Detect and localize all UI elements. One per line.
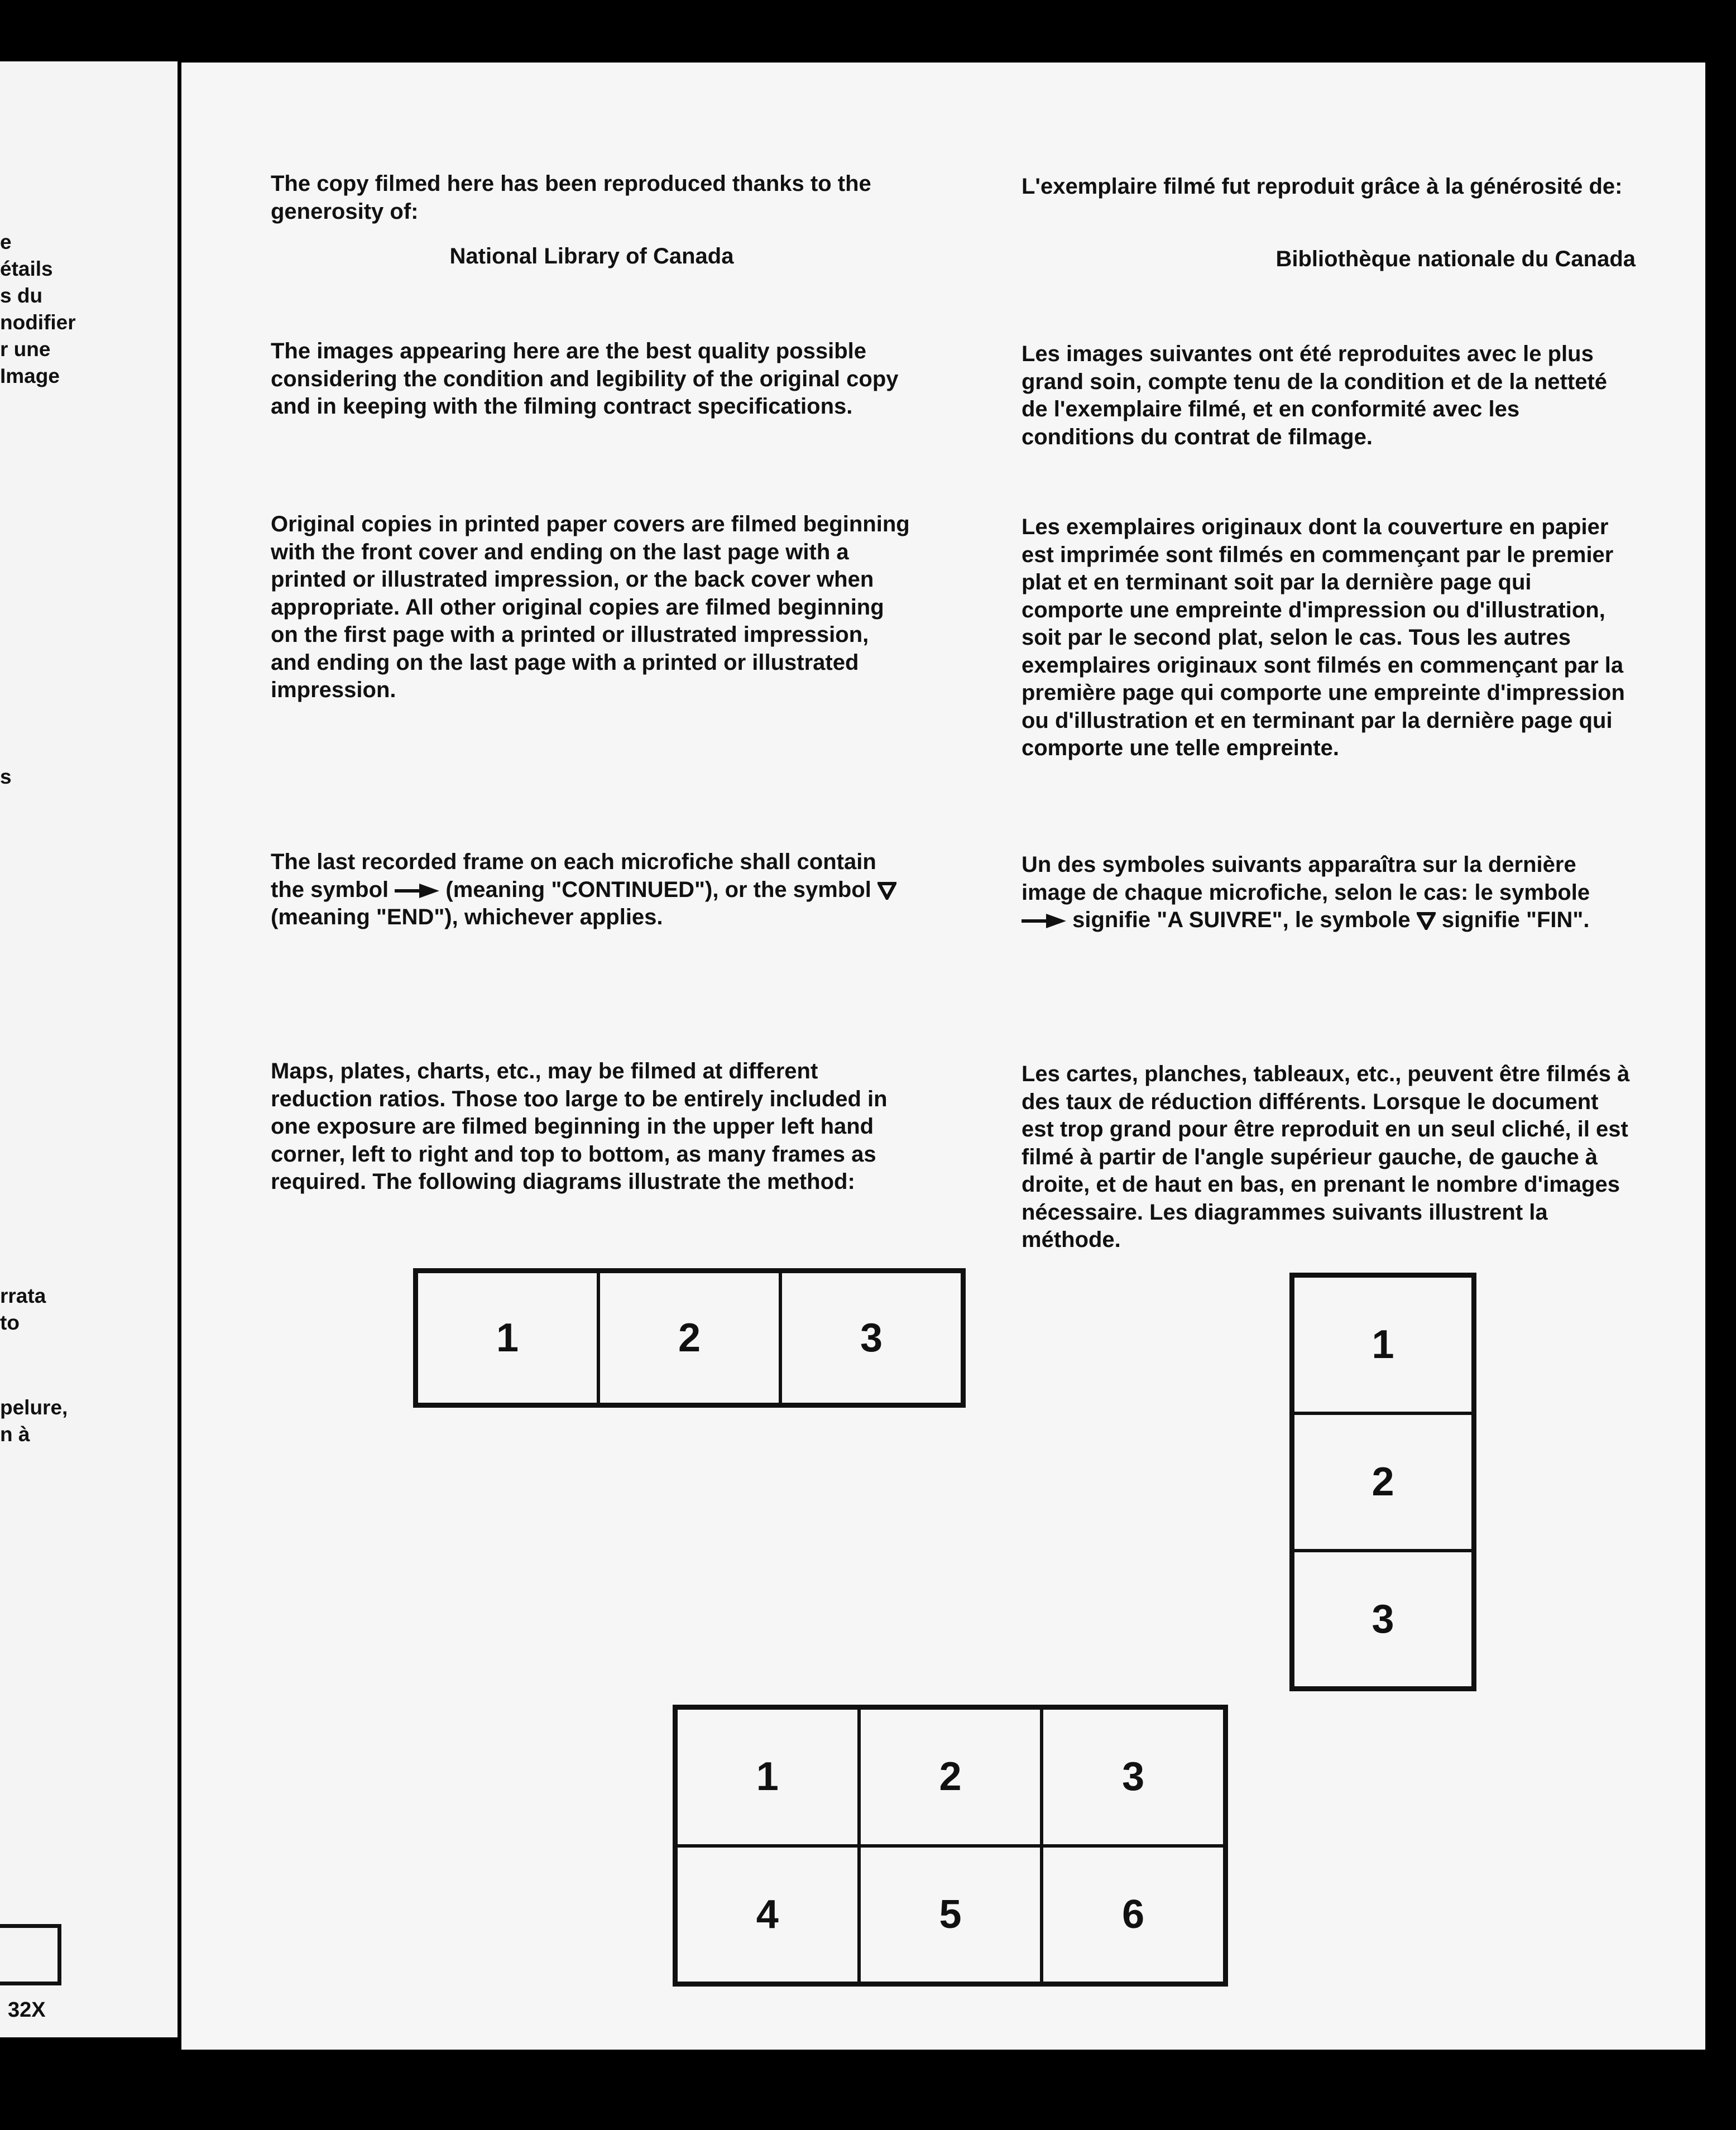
english-library-name: National Library of Canada [449,244,734,268]
left-fragment: s du [0,284,43,307]
diagram-cell: 6 [1042,1846,1225,1984]
diagram-cell: 3 [1042,1708,1225,1846]
diagram-cell: 4 [676,1846,859,1984]
english-acknowledgement: The copy filmed here has been reproduced thanks to the generosity of: [271,171,871,224]
french-quality-paragraph: Les images suivantes ont été reproduites avec le plus grand soin, compte tenu de la condition et de la netteté de l'exemplaire filmé, et en conformité avec les conditions du contrat de filmage. [1022,342,1608,449]
target-box [0,1924,61,1985]
diagram-cell: 1 [1293,1276,1473,1413]
diagram-cell: 1 [676,1708,859,1846]
diagram-cell: 3 [780,1272,962,1404]
english-symbol-text-b: (meaning "CONTINUED"), or the symbol [445,877,871,902]
left-fragment: rrata [0,1284,46,1307]
french-original-copies-paragraph: Les exemplaires originaux dont la couverture en papier est imprimée sont filmés en commençant par le premier plat et en terminant soit par la dernière page qui comporte une empreinte d'impression ou d'illustration, soit par le second plat, selon le cas. Tous les autres exemplaires originaux sont filmés en commençant par la première page qui comporte une empreinte d'impression ou d'illustration et en terminant par la dernière page qui comporte une telle empreinte. [1022,515,1625,760]
continued-arrow-icon [1022,913,1066,929]
diagram-column [1289,1273,1476,1691]
left-fragment: e [0,231,12,253]
left-page-fragment [0,61,178,2037]
end-triangle-icon [877,882,896,900]
french-maps-paragraph: Les cartes, planches, tableaux, etc., peuvent être filmés à des taux de réduction différents. Lorsque le document est trop grand pour être reproduit en un seul cliché, il est filmé à partir de l'angle supérieur gauche, de gauche à droite, et de haut en bas, en prenant le nombre d'images nécessaire. Les diagrammes suivants illustrent la méthode. [1022,1062,1630,1252]
left-fragment: r une [0,338,51,361]
left-fragment: to [0,1311,20,1334]
english-original-copies-paragraph: Original copies in printed paper covers are filmed beginning with the front cover and ending on the last page with a printed or illustrated impression, or the back cover when appropriate. All other original copies are filmed beginning on the first page with a printed or illustrated impression, and ending on the last page with a printed or illustrated impression. [271,512,910,702]
diagram-cell: 2 [859,1708,1042,1846]
diagram-row [413,1268,966,1408]
diagram-cell: 1 [416,1272,598,1404]
english-symbol-paragraph [271,848,913,932]
left-fragment: Image [0,364,60,387]
diagram-cell: 3 [1293,1551,1473,1688]
microfilm-target-page [181,63,1705,2050]
diagram-cell: 5 [859,1846,1042,1984]
french-acknowledgement: L'exemplaire filmé fut reproduit grâce à la générosité de: [1022,174,1623,199]
left-fragment: n à [0,1423,30,1446]
french-symbol-text-c: signifie "FIN". [1441,908,1590,932]
left-fragment: étails [0,257,53,280]
left-fragment: nodifier [0,311,76,334]
end-triangle-icon [1417,912,1436,930]
diagram-grid [673,1705,1228,1987]
french-symbol-text-b: signifie "A SUIVRE", le symbole [1072,908,1411,932]
magnification-label: 32X [8,1998,46,2022]
french-library-name: Bibliothèque nationale du Canada [1275,247,1636,271]
french-symbol-text-a: Un des symboles suivants apparaîtra sur la dernière image de chaque microfiche, selon le cas: le symbole [1022,852,1590,905]
left-fragment: s [0,765,12,788]
diagram-cell: 2 [598,1272,780,1404]
english-maps-paragraph: Maps, plates, charts, etc., may be filmed at different reduction ratios. Those too large to be entirely included in one exposure are filmed beginning in the upper left hand corner, left to right and top to bottom, as many frames as required. The following diagrams illustrate the method: [271,1059,888,1194]
continued-arrow-icon [395,882,439,899]
left-fragment: pelure, [0,1396,68,1419]
english-symbol-text-c: (meaning "END"), whichever applies. [271,905,663,929]
french-symbol-paragraph [1022,851,1636,934]
english-quality-paragraph: The images appearing here are the best quality possible considering the condition and legibility of the original copy and in keeping with the filming contract specifications. [271,339,899,419]
english-symbol-text-a: The last recorded frame on each microfiche shall contain the symbol [271,850,876,902]
diagram-cell: 2 [1293,1413,1473,1551]
